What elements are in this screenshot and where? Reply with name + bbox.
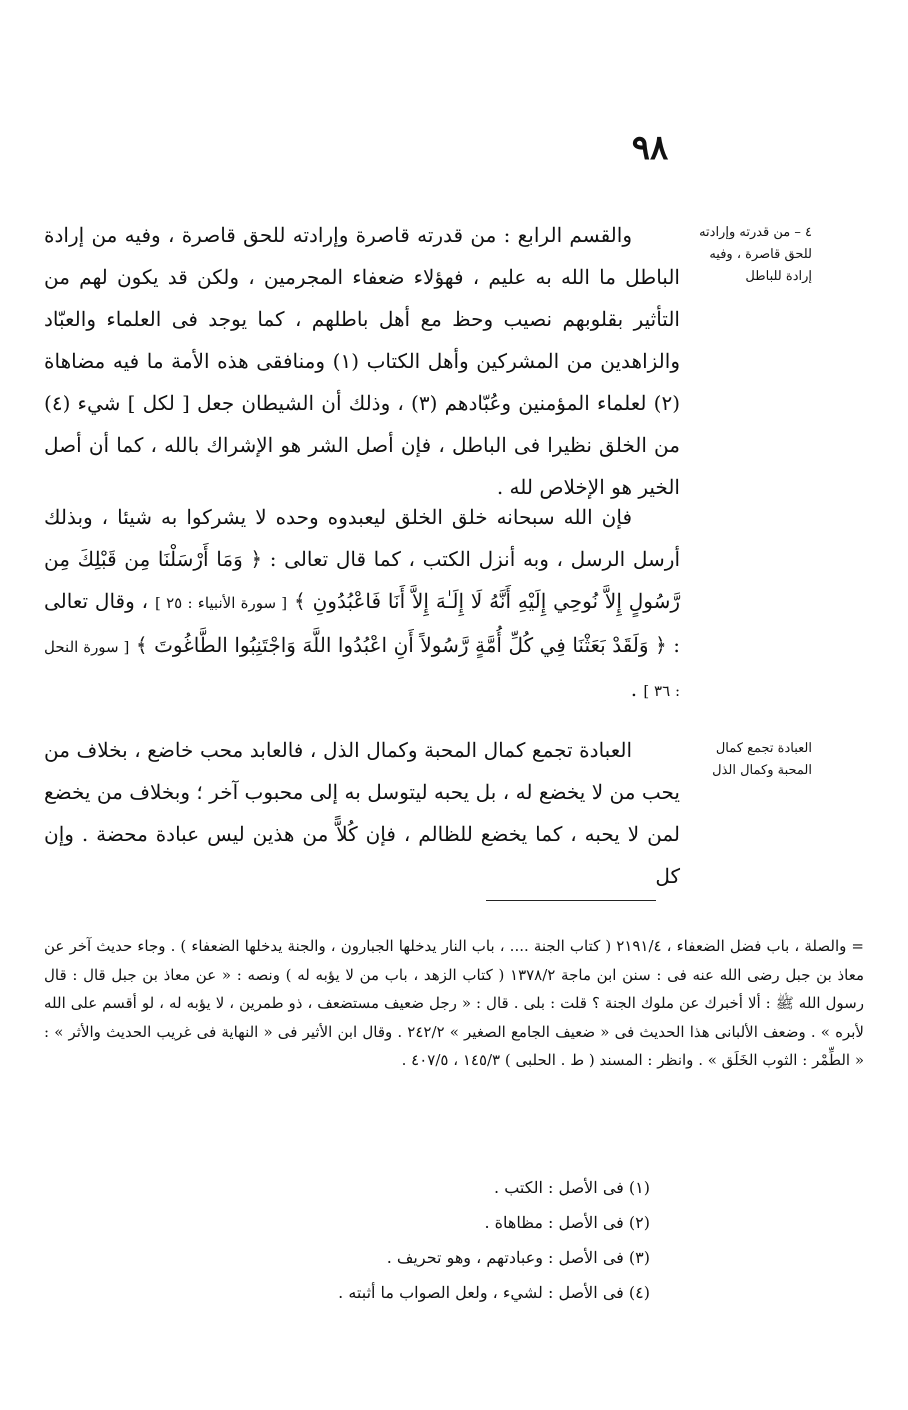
footnote-item: (١) فى الأصل : الكتب . [494, 1178, 650, 1197]
quran-reference: [ سورة الأنبياء : ٢٥ ] [154, 594, 288, 612]
footnote-continuation: = والصلة ، باب فضل الضعفاء ، ٢١٩١/٤ ( كتاب الجنة .... ، باب النار يدخلها الجبارون ، والجنة يدخلها الضعفاء ) . وجاء حديث آخر عن معاذ بن جبل رضى الله عنه فى : سنن ابن ماجة ١٣٧٨/٢ ( كتاب الزهد ، باب من لا يؤبه له ) ونصه : « عن معاذ بن جبل قال : قال رسول الله ﷺ : ألا أخبرك عن ملوك الجنة ؟ قلت : بلى . قال : « رجل ضعيف مستضعف ، ذو طمرين ، لا يؤبه له ، لو أقسم على الله لأبره » . وضعف الألبانى هذا الحديث فى « ضعيف الجامع الصغير » ٢٤٢/٢ . وقال ابن الأثير فى « النهاية فى غريب الحديث والأثر » : « الطِّمْر : الثوب الخَلَق » . وانظر : المسند ( ط . الحلبى ) ١٤٥/٣ ، ٤٠٧/٥ . [44, 937, 864, 1069]
quran-reference: [ سورة النحل : ٣٦ ] [44, 638, 680, 700]
paragraph-text: العبادة تجمع كمال المحبة وكمال الذل ، فالعابد محب خاضع ، بخلاف من يحب من لا يخضع له ، بل يحبه ليتوسل به إلى محبوب آخر ؛ وبخلاف من يخضع لمن لا يحبه ، كما يخضع للظالم ، فإن كُلاًّ من هذين ليس عبادة محضة . وإن كل [44, 738, 680, 888]
footnote-item: (٤) فى الأصل : لشيء ، ولعل الصواب ما أثبته . [338, 1283, 650, 1302]
footnote-item: (٣) فى الأصل : وعبادتهم ، وهو تحريف . [386, 1248, 650, 1267]
footnote-item: (٢) فى الأصل : مظاهاة . [484, 1213, 650, 1232]
footnotes-list [100, 1170, 650, 1310]
footnote-separator [486, 900, 656, 901]
paragraph-text: والقسم الرابع : من قدرته قاصرة وإرادته للحق قاصرة ، وفيه من إرادة الباطل ما الله به عليم ، فهؤلاء ضعفاء المجرمين ، ولكن قد يكون لهم من التأثير بقلوبهم نصيب وحظ مع أهل باطلهم ، كما يوجد فى العلماء والعبّاد والزاهدين من المشركين وأهل الكتاب (١) ومنافقى هذه الأمة ما فيه مضاهاة (٢) لعلماء المؤمنين وعُبّادهم (٣) ، وذلك أن الشيطان جعل [ لكل ] شيء (٤) من الخلق نظيرا فى الباطل ، فإن أصل الشر هو الإشراك بالله ، كما أن أصل الخير هو الإخلاص لله . [44, 223, 680, 499]
paragraph-end: . [630, 677, 638, 701]
margin-note-section-4: ٤ – من قدرته وإرادته للحق قاصرة ، وفيه إرادة للباطل [699, 225, 812, 284]
page-number: ٩٨ [631, 128, 669, 168]
body-paragraph-3 [44, 729, 680, 897]
paragraph-text-part: فإن الله سبحانه خلق الخلق ليعبدوه وحده لا يشركوا به شيئا ، وبذلك أرسل الرسل ، وبه أنزل الكتب ، كما قال تعالى : ﴿ وَمَا أَرْسَلْنَا مِن قَبْلِكَ مِن رَّسُولٍ إِلاَّ نُوحِي إِلَيْهِ أَنَّهُ لَا إِلَـٰهَ إِلاَّ أَنَا فَاعْبُدُونِ ﴾ [44, 505, 681, 613]
paragraph-text [44, 496, 680, 712]
body-paragraph-2 [44, 496, 680, 712]
paragraph-text-part: ، وقال تعالى : ﴿ وَلَقَدْ بَعَثْنَا فِي كُلِّ أُمَّةٍ رَّسُولاً أَنِ اعْبُدُوا اللَّهَ وَاجْتَنِبُوا الطَّاغُوتَ ﴾ [44, 589, 680, 657]
body-paragraph-1 [44, 214, 680, 508]
margin-note-worship: العبادة تجمع كمال المحبة وكمال الذل [712, 741, 812, 778]
